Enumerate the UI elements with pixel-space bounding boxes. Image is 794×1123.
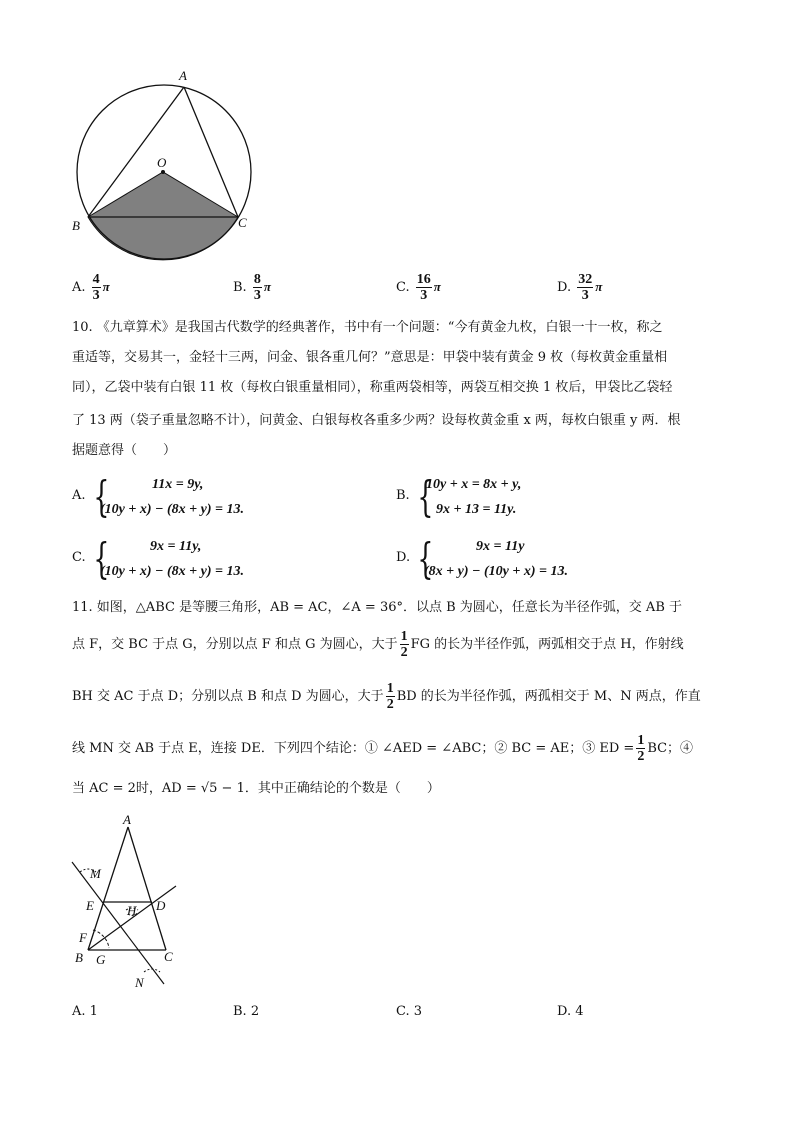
q11-option-d[interactable]: D. 4 — [557, 1004, 584, 1019]
q9-option-c[interactable]: C. $\frac{16}{3}$ π — [396, 272, 441, 303]
q10-line-3: 同），乙袋中装有白银 11 枚（每枚白银重量相同），称重两袋相等，两袋互相交换 1 枚后，甲袋比乙袋轻 — [72, 380, 673, 395]
label-c: C — [164, 949, 173, 964]
q10-option-b[interactable]: B. { 10y + x = 8x + y, 9x + 13 = 11y. — [396, 472, 522, 521]
brace-icon: { — [93, 534, 110, 583]
label-b: B — [72, 218, 80, 233]
q10-option-d[interactable]: D. { 9x = 11y (8x + y) − (10y + x) = 13. — [396, 534, 568, 583]
label-b: B — [75, 950, 83, 965]
q10-option-a[interactable]: A. { 11x = 9y, (10y + x) − (8x + y) = 13. — [72, 472, 244, 521]
q10-line-5: 据题意得（ ） — [72, 443, 177, 458]
isosceles-triangle-figure — [66, 812, 186, 992]
label-f: F — [79, 930, 87, 945]
brace-icon: { — [93, 472, 110, 521]
q11-line-2: 点 F，交 BC 于点 G，分别以点 F 和点 G 为圆心，大于 $\frac{1}{2}$ FG 的长为半径作弧，两弧相交于点 H，作射线 — [72, 629, 684, 660]
side-ab — [88, 827, 128, 950]
q10-line-1: 10. 《九章算术》是我国古代数学的经典著作，书中有一个问题：“今有黄金九枚，白银一十一枚，称之 — [72, 320, 663, 335]
label-d: D — [156, 898, 166, 913]
label-m: M — [90, 866, 101, 881]
q11-line-4: 线 MN 交 AB 于点 E，连接 DE．下列四个结论：① ∠AED = ∠ABC；② BC = AE；③ ED = $\frac{1}{2}$ BC；④ — [72, 733, 694, 764]
line-mn — [72, 862, 164, 984]
q9-option-b[interactable]: B. $\frac{8}{3}$ π — [233, 272, 271, 303]
q11-option-c[interactable]: C. 3 — [396, 1004, 423, 1019]
label-e: E — [86, 898, 94, 913]
q10-line-4: 了 13 两（袋子重量忽略不计），问黄金、白银每枚各重多少两？设每枚黄金重 x 两，每枚白银重 y 两．根 — [72, 413, 681, 428]
brace-icon: { — [417, 534, 434, 583]
label-o: O — [157, 155, 167, 170]
label-g: G — [96, 952, 106, 967]
q11-option-b[interactable]: B. 2 — [233, 1004, 260, 1019]
label-n: N — [135, 975, 144, 990]
q9-option-a[interactable]: A. $\frac{4}{3}$ π — [72, 272, 110, 303]
q11-line-3: BH 交 AC 于点 D；分别以点 B 和点 D 为圆心，大于 $\frac{1}{2}$ BD 的长为半径作弧，两孤相交于 M、N 两点，作直 — [72, 681, 701, 712]
q10-line-2: 重适等，交易其一，金轻十三两，问金、银各重几何？”意思是：甲袋中装有黄金 9 枚（每枚黄金重量相 — [72, 350, 668, 365]
q10-option-c[interactable]: C. { 9x = 11y, (10y + x) − (8x + y) = 13. — [72, 534, 244, 583]
q11-option-a[interactable]: A. 1 — [72, 1004, 98, 1019]
q9-option-d[interactable]: D. $\frac{32}{3}$ π — [557, 272, 603, 303]
arc-n — [144, 969, 160, 972]
q11-line-5: 当 AC = 2时，AD = √5 − 1．其中正确结论的个数是（ ） — [72, 781, 440, 796]
q11-line-1: 11. 如图，△ABC 是等腰三角形，AB = AC，∠A = 36°．以点 B 为圆心，任意长为半径作弧，交 AB 于 — [72, 600, 683, 615]
brace-icon: { — [417, 472, 434, 521]
side-ac — [128, 827, 166, 950]
label-h: H — [127, 903, 137, 918]
label-c: C — [238, 215, 247, 230]
label-a: A — [123, 812, 131, 827]
shaded-region — [88, 172, 238, 260]
label-a: A — [179, 68, 187, 83]
